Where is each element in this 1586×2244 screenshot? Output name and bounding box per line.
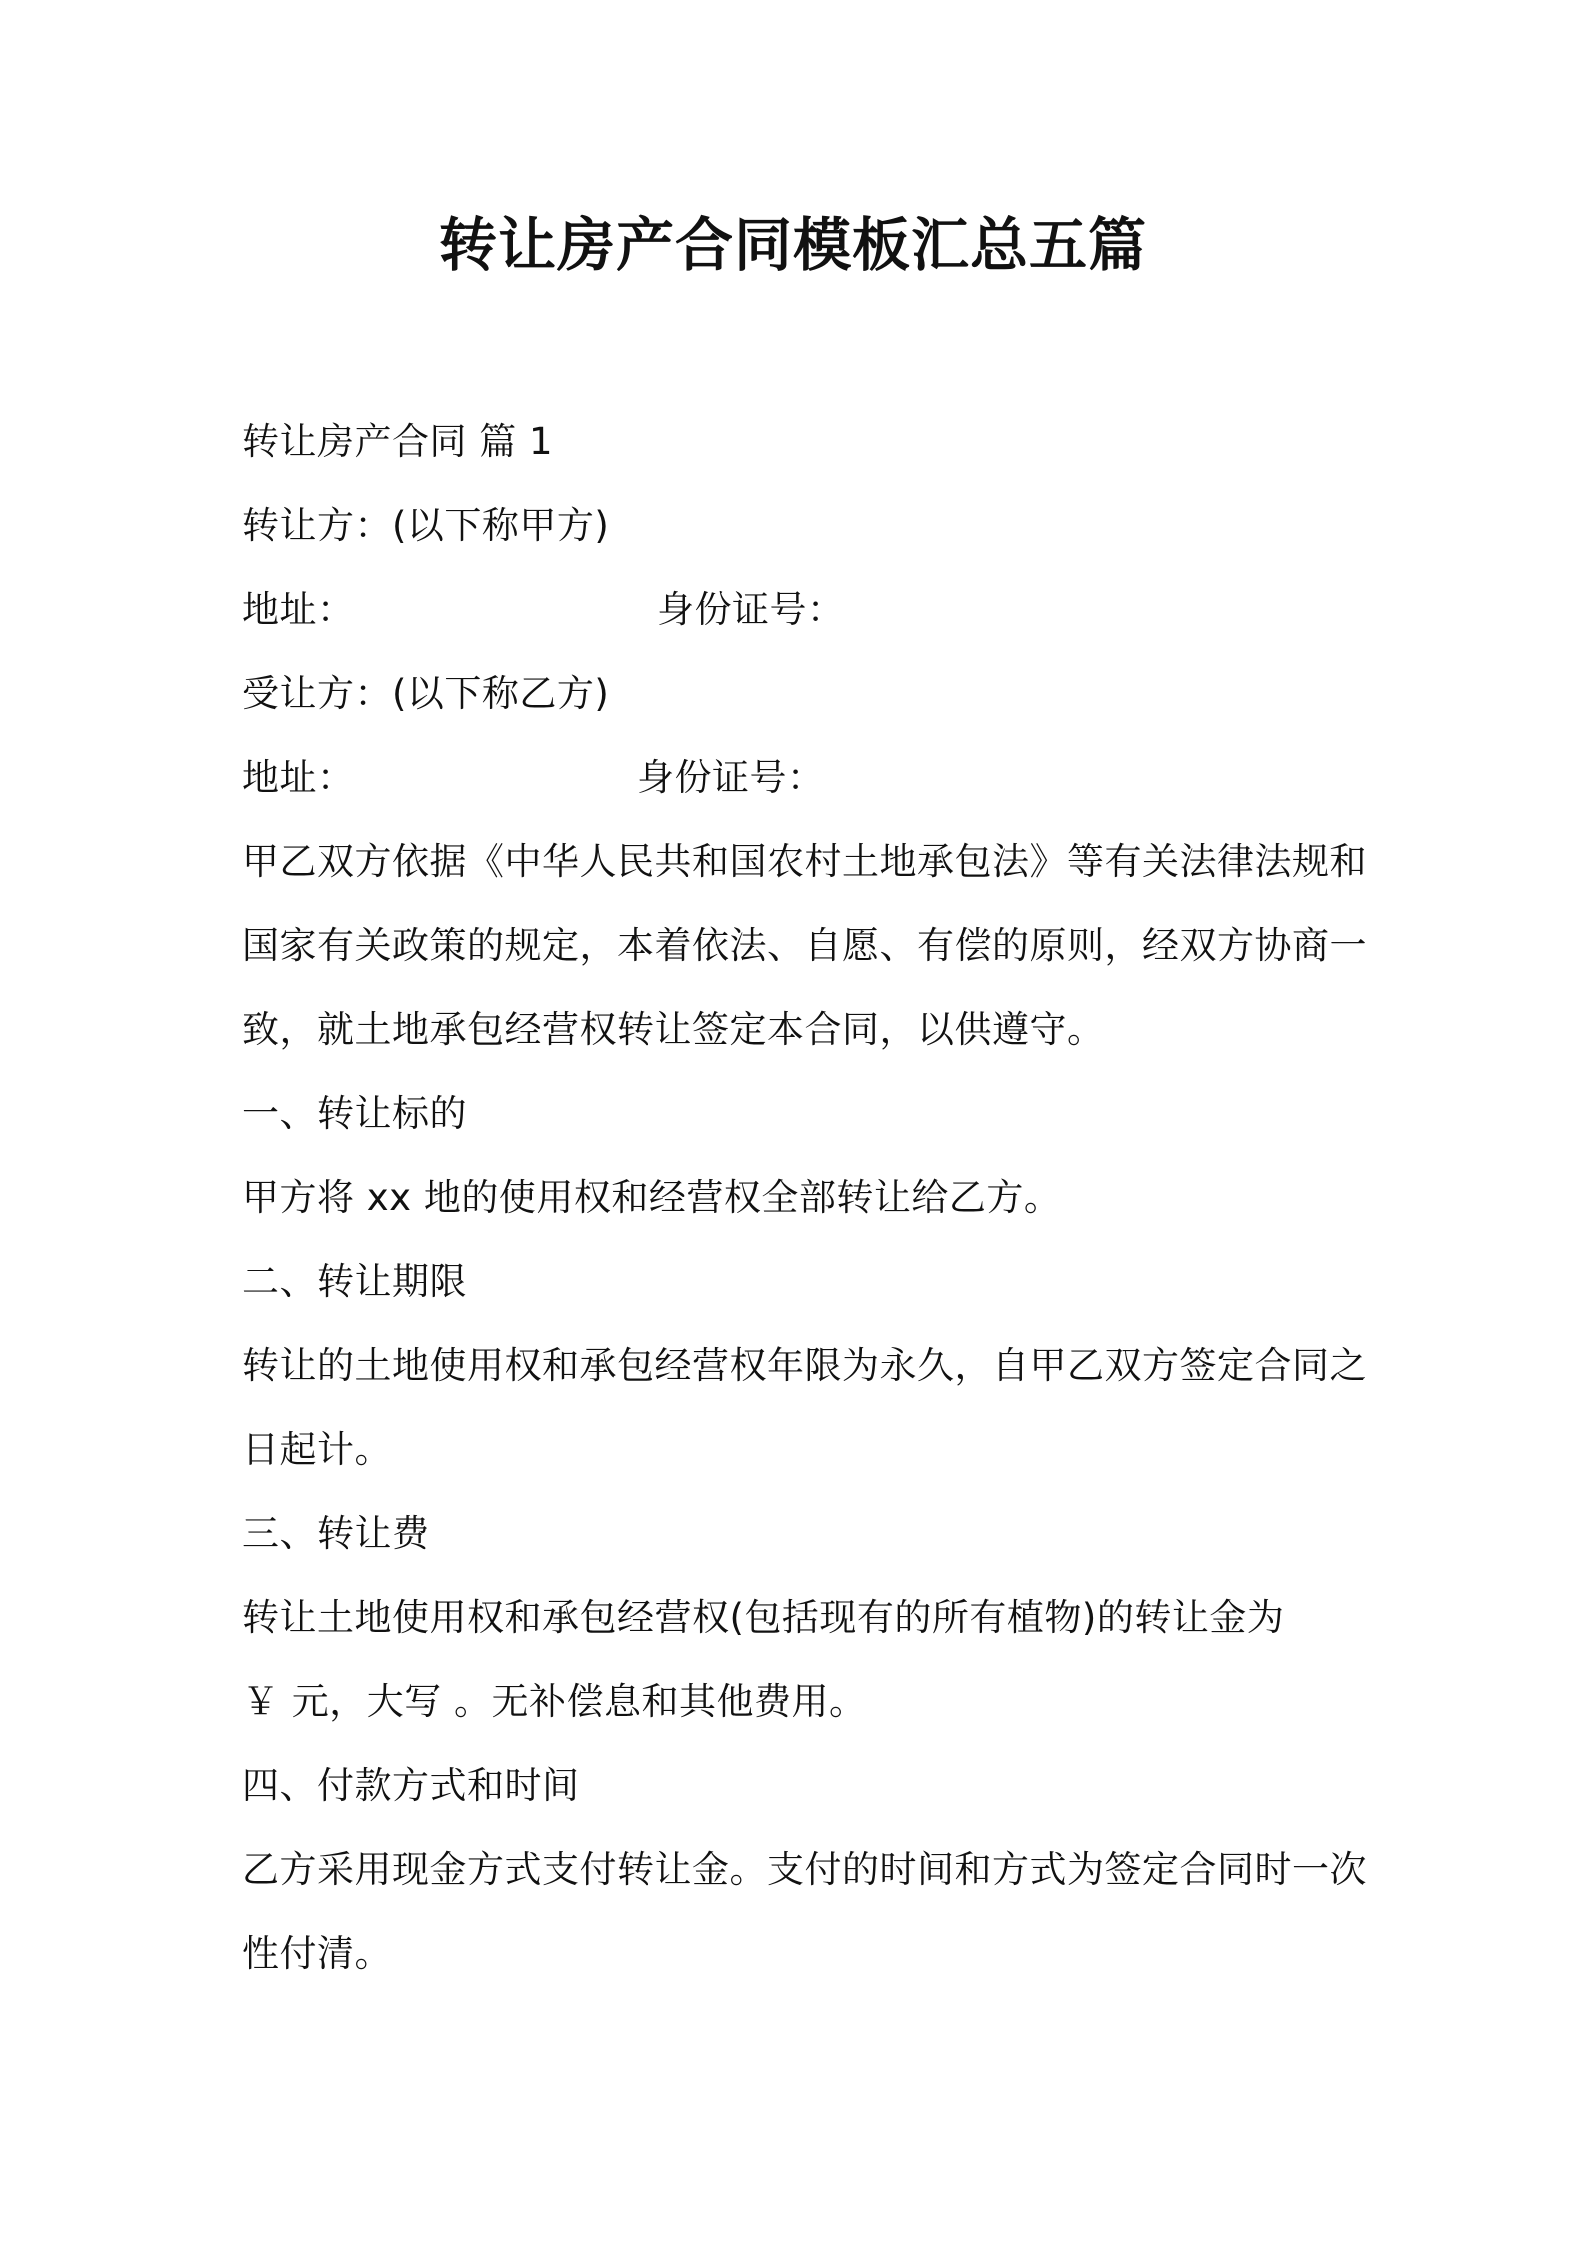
clause-heading: 一、转让标的 [242,1092,467,1135]
paragraph-line: 致，就土地承包经营权转让签定本合同，以供遵守。 [242,1008,1105,1051]
transferee-line: 受让方：(以下称乙方) [242,672,610,715]
address-label: 地址： [242,588,355,631]
address-label: 地址： [242,756,355,799]
document-body [242,400,1367,1996]
paragraph-line: 转让土地使用权和承包经营权(包括现有的所有植物)的转让金为 [242,1596,1285,1639]
transferee-address-row [242,736,1362,820]
clause-heading: 三、转让费 [242,1512,430,1555]
id-number-label: 身份证号： [637,756,825,799]
paragraph-line: 甲乙双方依据《中华人民共和国农村土地承包法》等有关法律法规和 [242,840,1367,883]
clause-heading: 二、转让期限 [242,1260,467,1303]
paragraph-line: 转让的土地使用权和承包经营权年限为永久，自甲乙双方签定合同之 [242,1344,1367,1387]
clause-heading: 四、付款方式和时间 [242,1764,580,1807]
paragraph-line: ￥ 元，大写 。无补偿息和其他费用。 [242,1680,867,1723]
transferor-line: 转让方：(以下称甲方) [242,504,610,547]
paragraph-line: 性付清。 [242,1932,392,1975]
paragraph-line: 乙方采用现金方式支付转让金。支付的时间和方式为签定合同时一次 [242,1848,1367,1891]
paragraph-line: 甲方将 xx 地的使用权和经营权全部转让给乙方。 [242,1176,1062,1219]
section-heading: 转让房产合同 篇 1 [242,420,554,463]
transferor-address-row [242,568,1362,652]
document-title: 转让房产合同模板汇总五篇 [438,211,1147,279]
paragraph-line: 国家有关政策的规定，本着依法、自愿、有偿的原则，经双方协商一 [242,924,1367,967]
id-number-label: 身份证号： [657,588,845,631]
paragraph-line: 日起计。 [242,1428,392,1471]
